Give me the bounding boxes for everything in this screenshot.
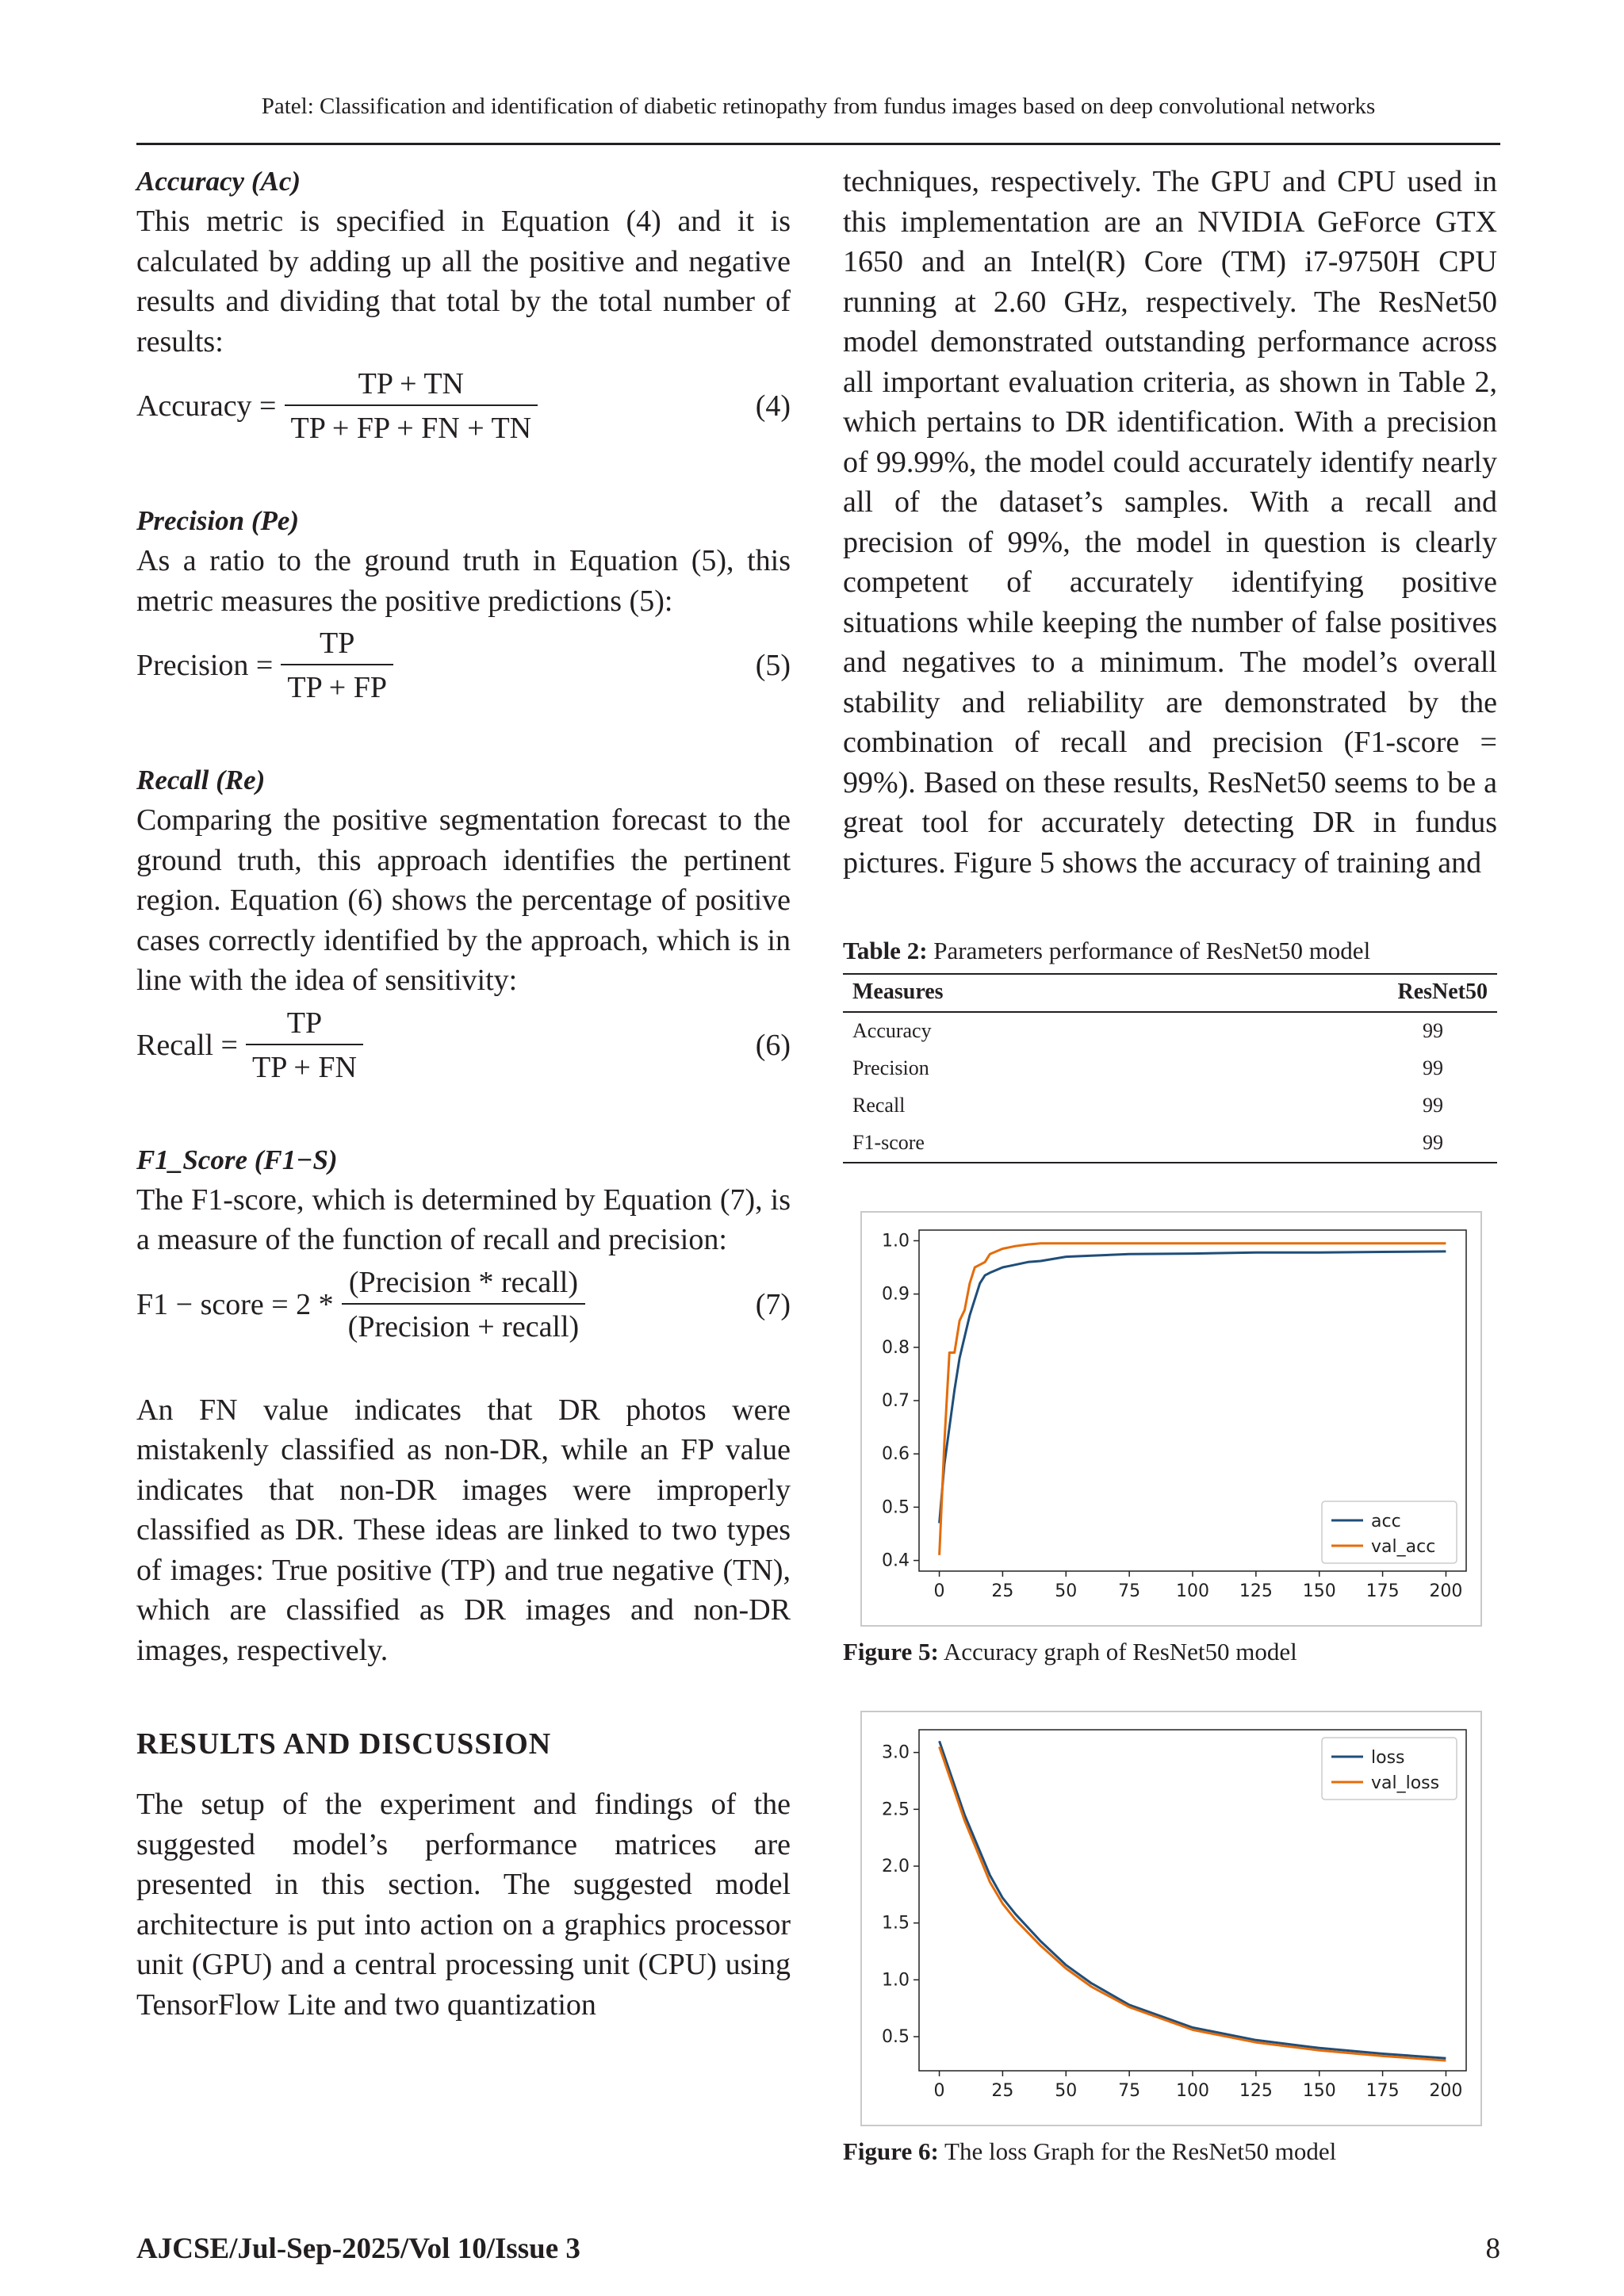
precision-heading: Precision (Pe)	[136, 505, 300, 536]
row-value: 99	[1423, 1056, 1443, 1079]
equation-7	[136, 1260, 791, 1349]
figure-5-caption	[843, 1638, 1497, 1666]
footer-journal: AJCSE/Jul-Sep-2025/Vol 10/Issue 3	[136, 2233, 580, 2265]
eq6-denominator: TP + FN	[246, 1044, 363, 1085]
row-measure: Accuracy	[852, 1019, 932, 1042]
header-rule	[136, 143, 1500, 145]
x-tick-label: 75	[1118, 1581, 1141, 1601]
y-tick-label: 0.5	[882, 2027, 910, 2047]
recall-text: Comparing the positive segmentation forecast to the ground truth, this approach identifies the pertinent region. Equation (6) shows the percentage of positive cases correctly identified by the approach, which is in line with the idea of sensitivity:	[136, 803, 791, 997]
figure-5-caption-text: Accuracy graph of ResNet50 model	[938, 1638, 1297, 1665]
table-2-label: Table 2:	[843, 937, 928, 964]
eq7-fraction	[342, 1265, 586, 1344]
figure-5	[843, 1211, 1497, 1666]
eq4-numerator: TP + TN	[358, 367, 464, 401]
eq5-label: (5)	[755, 649, 791, 682]
table-row	[843, 1012, 1497, 1050]
y-tick-label: 1.5	[882, 1913, 910, 1934]
accuracy-chart	[862, 1213, 1480, 1625]
figure-6-caption	[843, 2137, 1497, 2166]
eq6-numerator: TP	[286, 1006, 323, 1040]
eq4-fraction	[285, 366, 538, 446]
eq7-label: (7)	[755, 1287, 791, 1321]
row-measure: Precision	[852, 1056, 929, 1079]
x-tick-label: 50	[1055, 2081, 1078, 2101]
y-tick-label: 0.6	[882, 1444, 910, 1465]
left-column	[136, 162, 791, 2025]
eq6-lhs: Recall =	[136, 1028, 238, 1062]
x-tick-label: 25	[991, 2081, 1014, 2101]
table-header-row	[843, 974, 1497, 1012]
eq7-denominator: (Precision + recall)	[342, 1303, 586, 1344]
eq5-fraction	[281, 626, 393, 705]
fn-fp-paragraph: An FN value indicates that DR photos were mistakenly classified as non-DR, while an FP value indicates that non-DR images were improperly classified as DR. These ideas are linked to two types of images: True positive (TP) and true negative (TN), which are classified as DR images and non-DR images, respectively.	[136, 1393, 791, 1667]
x-tick-label: 0	[933, 1581, 945, 1601]
x-tick-label: 0	[933, 2081, 945, 2101]
x-tick-label: 125	[1239, 2081, 1273, 2101]
eq7-numerator: (Precision * recall)	[348, 1265, 578, 1299]
row-value: 99	[1423, 1094, 1443, 1117]
x-tick-label: 100	[1176, 2081, 1209, 2101]
x-tick-label: 150	[1302, 1581, 1336, 1601]
eq4-denominator: TP + FP + FN + TN	[285, 404, 538, 446]
legend-label-loss: loss	[1371, 1748, 1405, 1768]
performance-table	[843, 973, 1497, 1163]
accuracy-chart-frame	[860, 1211, 1482, 1627]
x-tick-label: 150	[1302, 2081, 1336, 2101]
x-tick-label: 75	[1118, 2081, 1141, 2101]
x-tick-label: 125	[1239, 1581, 1273, 1601]
eq5-lhs: Precision =	[136, 649, 274, 682]
right-column	[843, 162, 1497, 2166]
eq4-label: (4)	[755, 389, 791, 423]
y-tick-label: 0.4	[882, 1550, 910, 1571]
x-tick-label: 200	[1429, 2081, 1463, 2101]
table-row	[843, 1125, 1497, 1163]
eq4-lhs: Accuracy =	[136, 389, 277, 423]
y-tick-label: 0.9	[882, 1284, 910, 1305]
results-paragraph: The setup of the experiment and findings of the suggested model’s performance matrices are presented in this section. The suggested model architecture is put into action on a graphics processor unit (GPU) and a central processing unit (CPU) using TensorFlow Lite and two quantization	[136, 1788, 791, 2022]
eq6-fraction	[246, 1006, 363, 1085]
y-tick-label: 2.5	[882, 1800, 910, 1820]
y-tick-label: 1.0	[882, 1970, 910, 1991]
eq7-lhs: F1 − score = 2 *	[136, 1287, 334, 1321]
y-tick-label: 0.8	[882, 1337, 910, 1358]
row-value: 99	[1423, 1019, 1443, 1042]
eq6-label: (6)	[755, 1028, 791, 1062]
figure-5-label: Figure 5:	[843, 1638, 939, 1665]
y-tick-label: 2.0	[882, 1857, 910, 1876]
row-value: 99	[1171, 1125, 1497, 1163]
table-row	[843, 1050, 1497, 1087]
x-tick-label: 25	[991, 1581, 1014, 1601]
x-tick-label: 175	[1365, 1581, 1400, 1601]
figure-6	[843, 1711, 1497, 2166]
eq5-denominator: TP + FP	[281, 664, 393, 705]
running-header: Patel: Classification and identification of diabetic retinopathy from fundus images based on deep convolutional networks	[261, 94, 1376, 119]
y-tick-label: 0.5	[882, 1497, 910, 1518]
x-tick-label: 175	[1365, 2081, 1400, 2101]
precision-text: As a ratio to the ground truth in Equation (5), this metric measures the positive predictions (5):	[136, 544, 791, 618]
equation-5	[136, 621, 791, 710]
f1-heading: F1_Score (F1−S)	[136, 1144, 338, 1175]
footer-page-number: 8	[1485, 2233, 1500, 2265]
col-measures: Measures	[843, 974, 1171, 1012]
x-tick-label: 200	[1429, 1581, 1463, 1601]
loss-chart-frame	[860, 1711, 1482, 2126]
equation-6	[136, 1001, 791, 1090]
accuracy-text: This metric is specified in Equation (4) and it is calculated by adding up all the positive and negative results and dividing that total by the total number of results:	[136, 205, 791, 358]
legend-label-val-acc: val_acc	[1371, 1537, 1436, 1557]
results-heading: RESULTS AND DISCUSSION	[136, 1727, 552, 1761]
figure-6-caption-text: The loss Graph for the ResNet50 model	[938, 2137, 1337, 2165]
accuracy-heading: Accuracy (Ac)	[136, 166, 301, 197]
results-continuation: techniques, respectively. The GPU and CPU used in this implementation are an NVIDIA GeForce GTX 1650 and an Intel(R) Core (TM) i7-9750H CPU running at 2.60 GHz, respectively. The ResNet50 model demonstrated outstanding performance across all important evaluation criteria, as shown in Table 2, which pertains to DR identification. With a precision of 99.99%, the model could accurately identify nearly all of the dataset’s samples. With a recall and precision of 99%, the model in question is clearly competent of accurately identifying positive situations while keeping the number of false positives and negatives to a minimum. The model’s overall stability and reliability are demonstrated by the combination of recall and precision (F1-score = 99%). Based on these results, ResNet50 seems to be a great tool for accurately detecting DR in fundus pictures. Figure 5 shows the accuracy of training and	[843, 165, 1497, 880]
figure-6-label: Figure 6:	[843, 2137, 939, 2165]
equation-4	[136, 362, 791, 450]
eq5-numerator: TP	[320, 627, 355, 660]
table-row	[843, 1087, 1497, 1125]
table-2	[843, 937, 1497, 1163]
y-tick-label: 3.0	[882, 1742, 910, 1763]
recall-heading: Recall (Re)	[136, 765, 266, 795]
f1-text: The F1-score, which is determined by Equation (7), is a measure of the function of recall and precision:	[136, 1182, 791, 1256]
row-measure: Recall	[852, 1094, 906, 1117]
table-2-caption	[843, 937, 1497, 965]
y-tick-label: 0.7	[882, 1391, 910, 1411]
table-2-caption-text: Parameters performance of ResNet50 model	[927, 937, 1371, 964]
y-tick-label: 1.0	[882, 1231, 910, 1251]
x-tick-label: 50	[1055, 1581, 1078, 1601]
legend-label-val-loss: val_loss	[1371, 1773, 1440, 1793]
row-measure: F1-score	[843, 1125, 1171, 1163]
x-tick-label: 100	[1176, 1581, 1209, 1601]
legend-label-acc: acc	[1371, 1512, 1401, 1531]
col-resnet50: ResNet50	[1171, 974, 1497, 1012]
loss-chart	[862, 1712, 1480, 2125]
